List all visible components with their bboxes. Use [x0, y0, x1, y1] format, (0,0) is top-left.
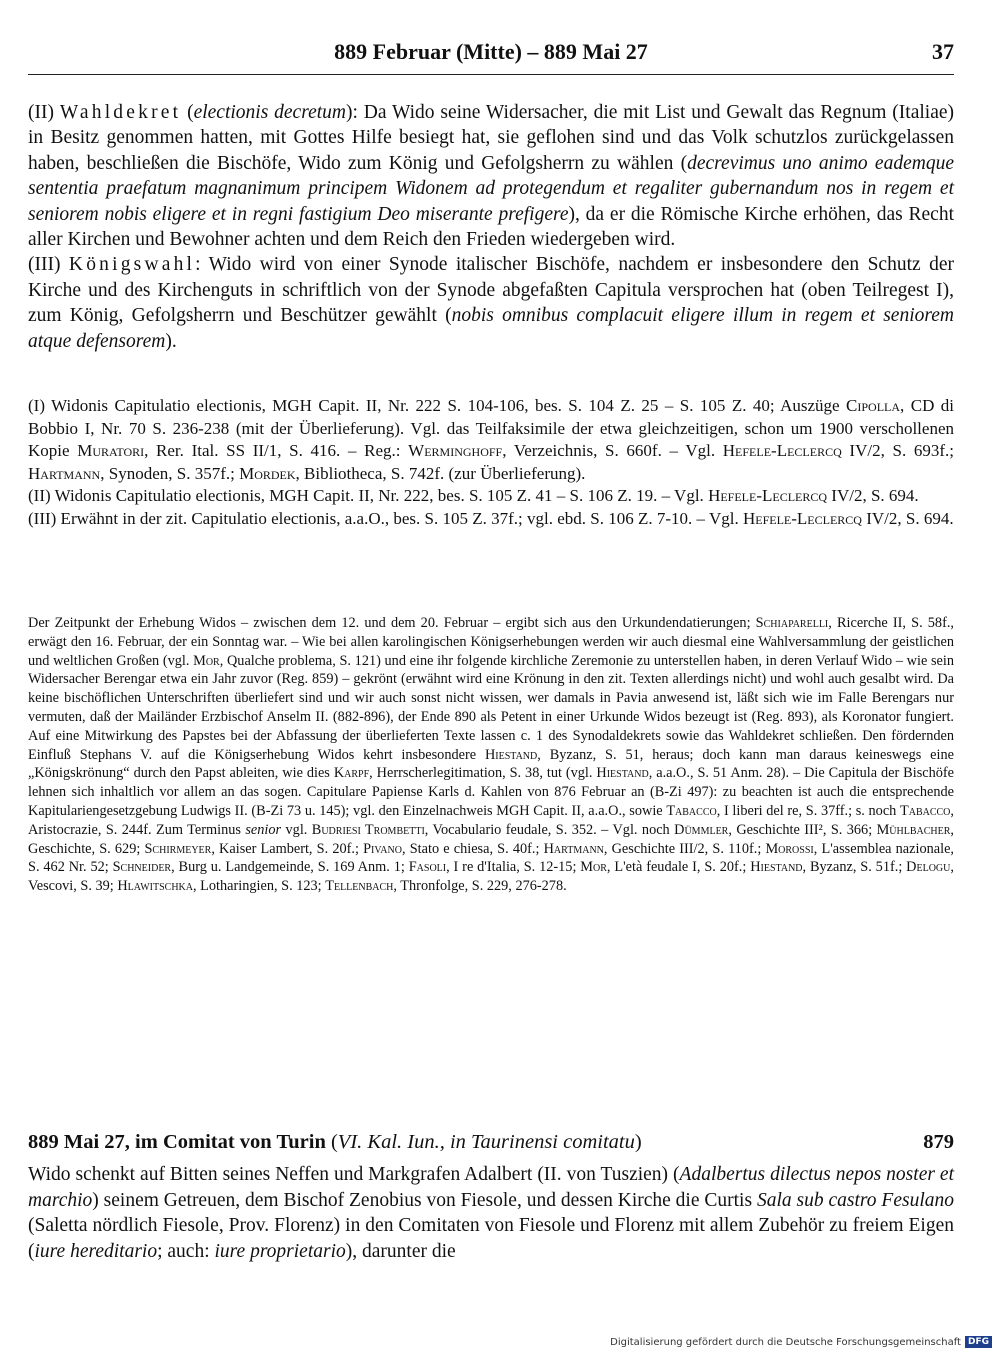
author-name: Hiestand — [750, 859, 803, 876]
latin-quote: iure hereditario — [34, 1240, 158, 1262]
part-label: (III) — [28, 254, 61, 276]
latin-quote: electionis decretum — [193, 102, 346, 123]
author-name: Budriesi Trombetti — [311, 821, 425, 838]
latin-quote: nobis omnibus complacuit eligere illum in regem et seniorem atque defensorem — [28, 305, 954, 352]
author-name: Schirmeyer — [144, 840, 212, 857]
sources-section — [28, 395, 954, 531]
header-rule — [28, 74, 954, 75]
part-text: ): Da Wido seine Widersacher, die mit List und Gewalt das Regnum (Italiae) in Besitz genommen hatten, mit Gottes Hilfe besiegt hat, sie geflohen sind und das Volk schutzlos zurückgelassen haben, beschließen die Bischöfe, Wido zum König und Gefolgsherrn zu wählen ( — [28, 102, 955, 174]
author-name: Mor — [193, 652, 220, 669]
entry-latin-date: VI. Kal. Iun., in Taurinensi comitatu — [337, 1131, 635, 1153]
author-name: Werminghoff — [408, 441, 503, 461]
part-label: (II) — [28, 102, 54, 123]
part-text: ). — [165, 330, 177, 352]
footer-credit — [610, 1336, 992, 1350]
running-head-title: 889 Februar (Mitte) – 889 Mai 27 — [334, 39, 648, 64]
author-name: Tabacco — [900, 802, 951, 819]
author-name: Tellenbach — [325, 878, 394, 895]
commentary-paragraph: Der Zeitpunkt der Erhebung Widos – zwischen dem 12. und dem 20. Februar – ergibt sich aus den Urkundendatierungen; Schiaparelli, Ricerche II, S. 58f., erwägt den 16. Februar, der ein Sonntag war. – Wie bei allen karolingischen Königserhebungen werden wir auch diesmal eine Wahlversammlung der geistlichen und weltlichen Großen (vgl. Mor, Qualche problema, S. 121) und eine ihr folgende kirchliche Zeremonie zu unterstellen haben, in deren Verlauf Wido – wie sein Widersacher Berengar etwa ein Jahr zuvor (Reg. 859) – gekrönt (erwähnt wird eine Krönung in den zit. Texten allerdings nicht) und wohl auch gesalbt wird. Da keine bischöflichen Unterschriften überliefert sind und wir auch sonst nicht wissen, wer damals in Pavia anwesend ist, läßt sich wie im Falle Berengars nur vermuten, daß der Mailänder Erzbischof Anselm II. (882-896), der Ende 890 als Petent in einer Urkunde Widos bezeugt ist (Reg. 893), als Koronator fungiert. Auf eine Mitwirkung des Papstes bei der Abfassung der überlieferten Texte lassen c. 1 des Synodaldekrets sowie das Wahldekret schließen. Den fördernden Einfluß Stephans V. auf die Königserhebung Widos kehrt insbesondere Hiestand, Byzanz, S. 51, heraus; doch kann man daraus keineswegs eine „Königskrönung“ durch den Papst ableiten, wie dies Karpf, Herrscherlegitimation, S. 38, tut (vgl. Hiestand, a.a.O., S. 51 Anm. 28). – Die Capitula der Bischöfe lehnen sich inhaltlich vor allem an das sogen. Capitulare Papiense Karls d. Kahlen von 876 Februar an (B-Zi 497): zu beachten ist auch die entsprechende Kapitulariengesetzgebung Ludwigs II. (B-Zi 73 u. 145); vgl. den Einzelnachweis MGH Capit. II, a.a.O., sowie Tabacco, I liberi del re, S. 37ff.; s. noch Tabacco, Aristocrazie, S. 244f. Zum Terminus senior vgl. Budriesi Trombetti, Vocabulario feudale, S. 352. – Vgl. noch Dümmler, Geschichte III², S. 366; Mühlbacher, Geschichte, S. 629; Schirmeyer, Kaiser Lambert, S. 20f.; Pivano, Stato e chiesa, S. 40f.; Hartmann, Geschichte III/2, S. 110f.; Morossi, L'assemblea nazionale, S. 462 Nr. 52; Schneider, Burg u. Landgemeinde, S. 169 Anm. 1; Fasoli, I re d'Italia, S. 12-15; Mor, L'età feudale I, S. 20f.; Hiestand, Byzanz, S. 51f.; Delogu, Vescovi, S. 39; Hlawitschka, Lotharingien, S. 123; Tellenbach, Thronfolge, S. 229, 276-278. — [28, 615, 955, 895]
entry-number: 879 — [923, 1131, 954, 1153]
author-name: Mühlbacher — [876, 821, 951, 838]
entry-date-place: 889 Mai 27, im Comitat von Turin — [28, 1131, 326, 1153]
author-name: Mordek — [239, 463, 296, 483]
author-name: Hlawitschka — [117, 878, 193, 895]
part-keyword: Königswahl — [68, 254, 196, 276]
latin-quote: decrevimus uno animo eademque sententia praefatum magnanimum principem Widonem ad protegendum et regaliter gubernandum nos in regem et seniorem nobis eligere et in regni fastigium Deo miserante prefigere — [28, 152, 954, 225]
author-name: Muratori — [77, 441, 145, 461]
author-name: Hefele-Leclercq — [742, 508, 862, 528]
funding-credit-text: Digitalisierung gefördert durch die Deutsche Forschungsgemeinschaft — [610, 1337, 961, 1348]
entry-text — [28, 1162, 954, 1264]
entry-paragraph: Wido schenkt auf Bitten seines Neffen und Markgrafen Adalbert (II. von Tuszien) (Adalbertus dilectus nepos noster et marchio) seinem Getreuen, dem Bischof Zenobius von Fiesole, und dessen Kirche die Curtis Sala sub castro Fesulano (Saletta nördlich Fiesole, Prov. Florenz) in den Comitaten von Fiesole und Florenz mit allem Zubehör zu freiem Eigen (iure hereditario; auch: iure proprietario), darunter die — [28, 1164, 954, 1262]
author-name: Schiaparelli — [755, 615, 829, 631]
author-name: Tabacco — [666, 802, 717, 819]
part-text: : Wido wird von einer Synode italischer Bischöfe, nachdem er insbesondere den Schutz der Kirche und des Kirchenguts in schriftlich von der Synode abgefaßten Capitula versprochen hat (oben Teilregest I), zum König, Gefolgsherrn und Beschützer gewählt ( — [28, 254, 954, 327]
author-name: Schneider — [112, 859, 172, 876]
source-entry-3: (III) Erwähnt in der zit. Capitulatio electionis, a.a.O., bes. S. 105 Z. 37f.; vgl. ebd. S. 106 Z. 7-10. – Vgl. Hefele-Leclercq IV/2, S. 694. — [28, 508, 954, 528]
latin-quote: Sala sub castro Fesulano — [756, 1189, 954, 1211]
part-text: ), da er die Römische Kirche erhöhen, das Recht aller Kirchen und Bewohner achten und dem Reich den Frieden wiedergeben wird. — [28, 203, 954, 251]
author-name: Hefele-Leclercq — [708, 486, 828, 506]
author-name: Karpf — [333, 765, 370, 782]
latin-quote: iure proprietario — [214, 1240, 346, 1262]
part-keyword: Wahldekret — [59, 102, 182, 123]
author-name: Hiestand — [596, 765, 649, 782]
author-name: Hartmann — [543, 840, 604, 857]
entry-heading: 889 Mai 27, im Comitat von Turin (VI. Kal. Iun., in Taurinensi comitatu) 879 — [28, 1128, 954, 1156]
source-entry-1: (I) Widonis Capitulatio electionis, MGH Capit. II, Nr. 222 S. 104-106, bes. S. 104 Z. 25 – S. 105 Z. 40; Auszüge Cipolla, CD di Bobbio I, Nr. 70 S. 236-238 (mit der Überlieferung). Vgl. das Teilfaksimile der etwa gleichzeitigen, schon um 1900 verschollenen Kopie Muratori, Rer. Ital. SS II/1, S. 416. – Reg.: Werminghoff, Verzeichnis, S. 660f. – Vgl. Hefele-Leclercq IV/2, S. 693f.; Hartmann, Synoden, S. 357f.; Mordek, Bibliotheca, S. 742f. (zur Überlieferung). — [28, 396, 954, 483]
source-entry-2: (II) Widonis Capitulatio electionis, MGH Capit. II, Nr. 222, bes. S. 105 Z. 41 – S. 106 Z. 19. – Vgl. Hefele-Leclercq IV/2, S. 694. — [28, 486, 919, 506]
author-name: Hefele-Leclercq — [722, 441, 842, 461]
author-name: Morossi — [765, 840, 814, 857]
author-name: Fasoli — [408, 859, 447, 876]
regest-part-3 — [28, 252, 954, 354]
dfg-logo: DFG — [965, 1336, 992, 1348]
author-name: Hiestand — [484, 746, 538, 763]
author-name: Hartmann — [28, 463, 101, 483]
author-name: Pivano — [363, 840, 402, 857]
latin-quote: Adalbertus dilectus nepos noster et marchio — [28, 1164, 954, 1211]
regest-part-2: (II) Wahldekret (electionis decretum): Da Wido seine Widersacher, die mit List und Gewalt das Regnum (Italiae) in Besitz genommen hatten, mit Gottes Hilfe besiegt hat, sie geflohen sind und das Volk schutzlos zurückgelassen haben, beschließen die Bischöfe, Wido zum König und Gefolgsherrn zu wählen (decrevimus uno animo eademque sententia praefatum magnanimum principem Widonem ad protegendum et regaliter gubernandum nos in regem et seniorem nobis eligere et in regni fastigium Deo miserante prefigere), da er die Römische Kirche erhöhen, das Recht aller Kirchen und Bewohner achten und dem Reich den Frieden wiedergeben wird. — [28, 102, 955, 251]
regest-main-text — [28, 100, 954, 354]
author-name: Delogu — [906, 859, 951, 876]
author-name: Mor — [580, 859, 607, 876]
commentary-section — [28, 614, 954, 896]
page-number: 37 — [932, 39, 954, 64]
author-name: Cipolla — [846, 396, 901, 415]
author-name: Dümmler — [674, 821, 729, 838]
running-head — [28, 36, 954, 68]
latin-term: senior — [245, 821, 282, 838]
